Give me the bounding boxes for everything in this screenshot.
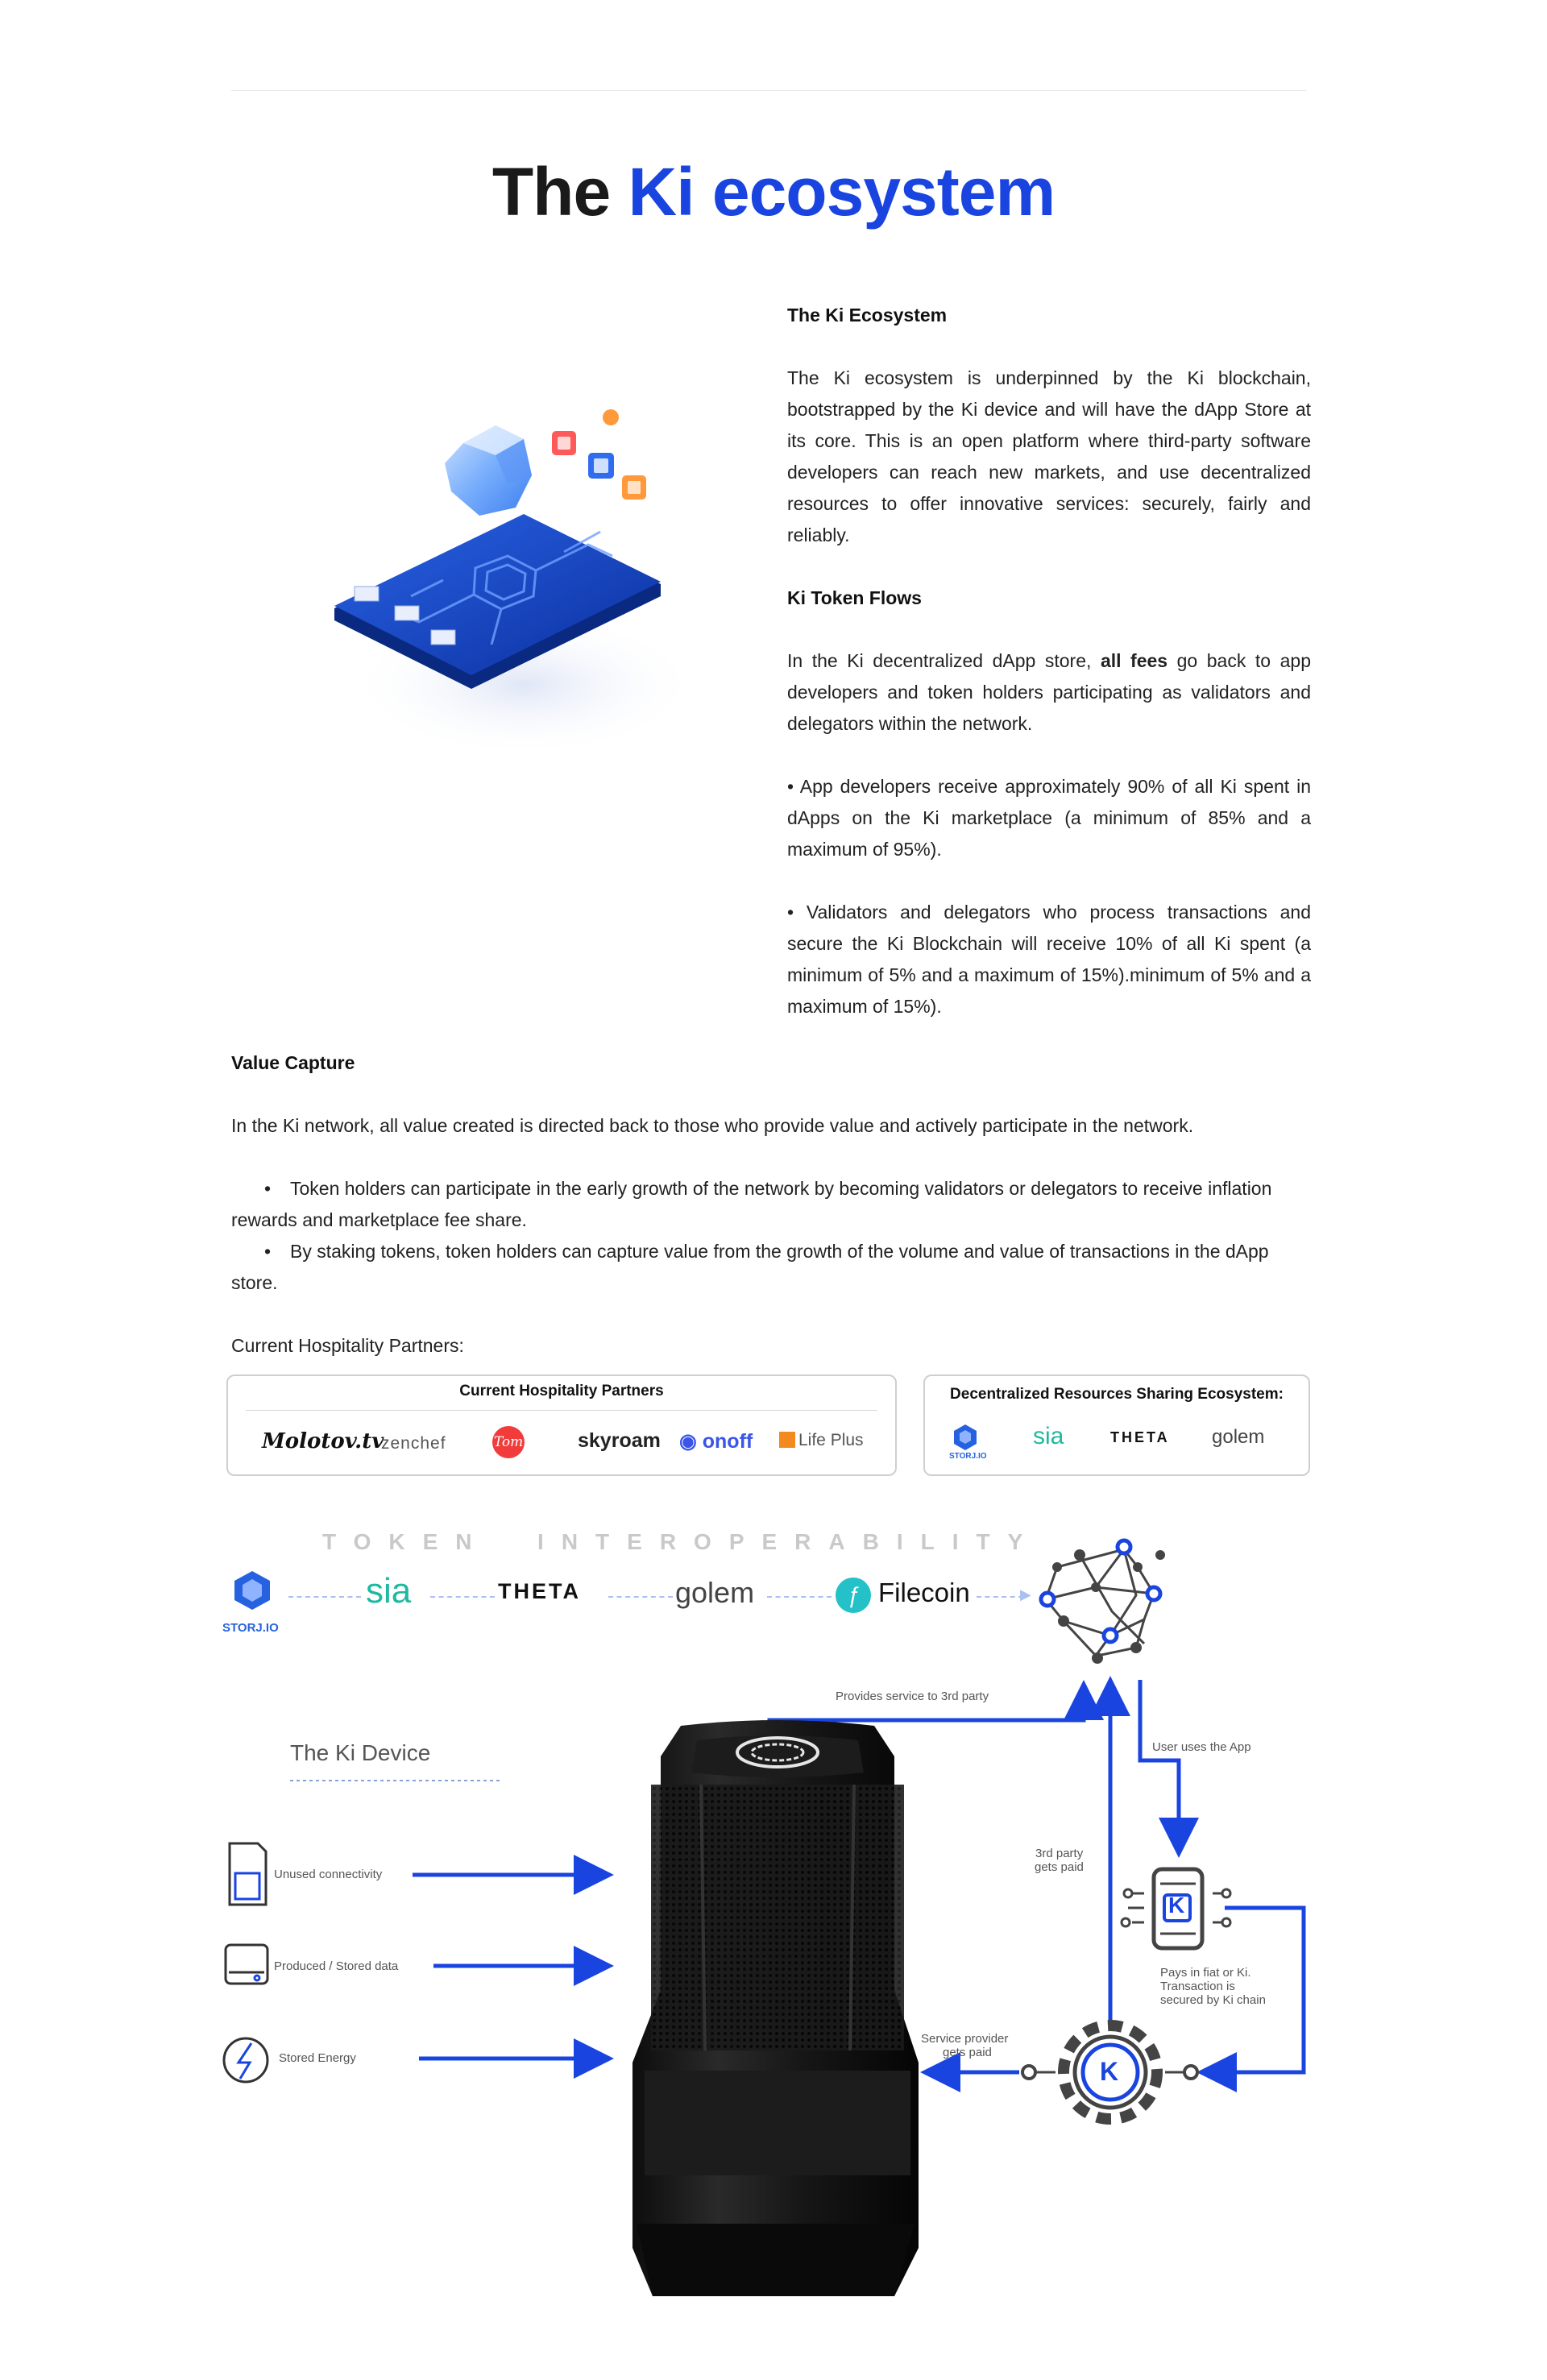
gear-k-letter: K — [1100, 2057, 1119, 2086]
bullet-dot: • — [263, 1178, 271, 1199]
token-flows-intro-text: In the Ki decentralized dApp store, — [787, 650, 1092, 671]
filecoin-icon: ƒ — [836, 1578, 871, 1613]
service-provider-label-1: Service provider — [921, 2032, 1009, 2046]
chain-theta: THETA — [498, 1579, 581, 1603]
token-flows-bullet-2: • Validators and delegators who process transactions and secure the Ki Blockchain will receive 10% of all Ki spent (a minimum of 5% and a maximum of 15%).minimum of 5% and a maximum of 15%). — [787, 902, 1311, 1017]
input-data-label: Produced / Stored data — [274, 1959, 399, 1973]
service-provider-label-2: gets paid — [943, 2046, 992, 2059]
partners-label: Current Hospitality Partners: — [231, 1335, 464, 1356]
logo-theta: THETA — [1110, 1429, 1170, 1445]
chain-storj-label: STORJ.IO — [222, 1621, 279, 1635]
top-divider — [231, 90, 1306, 91]
value-capture-section — [231, 1047, 1306, 1362]
hospitality-box-title: Current Hospitality Partners — [459, 1383, 664, 1399]
box-divider — [246, 1410, 877, 1411]
phone-k-letter: K — [1168, 1893, 1185, 1918]
input-energy-label: Stored Energy — [279, 2051, 356, 2065]
token-flows-intro — [787, 645, 1311, 740]
logo-golem: golem — [1212, 1426, 1265, 1448]
ki-device-illustration — [322, 395, 757, 765]
title-accent: Ki ecosystem — [628, 154, 1056, 230]
ki-device — [632, 1720, 919, 2296]
logo-storj-text: STORJ.IO — [949, 1452, 987, 1461]
page-title — [0, 153, 1547, 231]
chain-sia: sia — [366, 1571, 412, 1611]
user-uses-app-label: User uses the App — [1152, 1740, 1251, 1754]
chain-golem: golem — [675, 1576, 755, 1609]
logo-tom: Tom — [492, 1426, 525, 1458]
pays-label-2: Transaction is — [1160, 1980, 1235, 1993]
token-flows-intro-bold: all fees — [1100, 650, 1168, 671]
ecosystem-heading: The Ki Ecosystem — [787, 305, 948, 325]
logo-skyroam: skyroam — [578, 1429, 661, 1452]
logo-sia: sia — [1033, 1423, 1064, 1449]
storj-icon — [949, 1423, 981, 1452]
value-capture-bullet-1 — [231, 1173, 1306, 1236]
third-party-paid-label-2: gets paid — [1035, 1860, 1084, 1874]
value-capture-bullet-2 — [231, 1236, 1306, 1299]
third-party-paid-label-1: 3rd party — [1035, 1847, 1084, 1860]
token-flows-bullet-1: • App developers receive approximately 90% of all Ki spent in dApps on the Ki marketplace (a minimum of 85% and a maximum of 95%). — [787, 776, 1311, 860]
resources-sharing-box — [923, 1375, 1310, 1476]
blockchain-network-icon — [1041, 1540, 1165, 1664]
input-icons — [224, 1843, 268, 2082]
provides-service-label: Provides service to 3rd party — [836, 1690, 989, 1703]
input-connectivity-label: Unused connectivity — [274, 1868, 383, 1881]
bullet-text: Token holders can participate in the early growth of the network by becoming validators or delegators to receive inflation rewards and marketplace fee share. — [231, 1178, 1272, 1230]
chain-arrowhead-icon: ▶ — [1020, 1586, 1031, 1603]
title-prefix: The — [491, 154, 611, 230]
resources-box-title: Decentralized Resources Sharing Ecosystem: — [950, 1386, 1284, 1403]
chain-filecoin: Filecoin — [878, 1578, 970, 1607]
logo-molotov: Molotov.tv — [262, 1429, 384, 1453]
interop-title: TOKEN INTEROPERABILITY — [322, 1529, 1041, 1554]
bullet-text: By staking tokens, token holders can capture value from the growth of the volume and value of transactions in the dApp store. — [231, 1241, 1269, 1293]
device-title: The Ki Device — [290, 1740, 431, 1765]
logo-zenchef: zenchef — [381, 1434, 446, 1453]
bullet-dot: • — [263, 1241, 271, 1262]
pays-label-3: secured by Ki chain — [1160, 1993, 1266, 2007]
value-capture-intro: In the Ki network, all value created is directed back to those who provide value and actively participate in the network. — [231, 1115, 1194, 1136]
logo-onoff-text: onoff — [702, 1430, 753, 1453]
hospitality-partners-box — [226, 1375, 897, 1476]
ecosystem-section — [787, 300, 1311, 1022]
value-capture-heading: Value Capture — [231, 1052, 355, 1073]
pays-label-1: Pays in fiat or Ki. — [1160, 1966, 1251, 1980]
token-flows-heading: Ki Token Flows — [787, 587, 922, 608]
ki-flow-diagram — [0, 1531, 1547, 2380]
ecosystem-body: The Ki ecosystem is underpinned by the Ki blockchain, bootstrapped by the Ki device and will have the dApp Store at its core. This is an open platform where third-party software developers can reach new markets, and use decentralized resources to offer innovative services: securely, fairly and reliably. — [787, 367, 1311, 545]
token-flows-intro-rest: go back to app developers and token holders participating as validators and delegators within the network. — [787, 650, 1311, 734]
logo-onoff: ◉ onoff — [679, 1430, 753, 1453]
logo-lifeplus-text: Life Plus — [798, 1431, 864, 1449]
logo-lifeplus — [779, 1431, 864, 1450]
